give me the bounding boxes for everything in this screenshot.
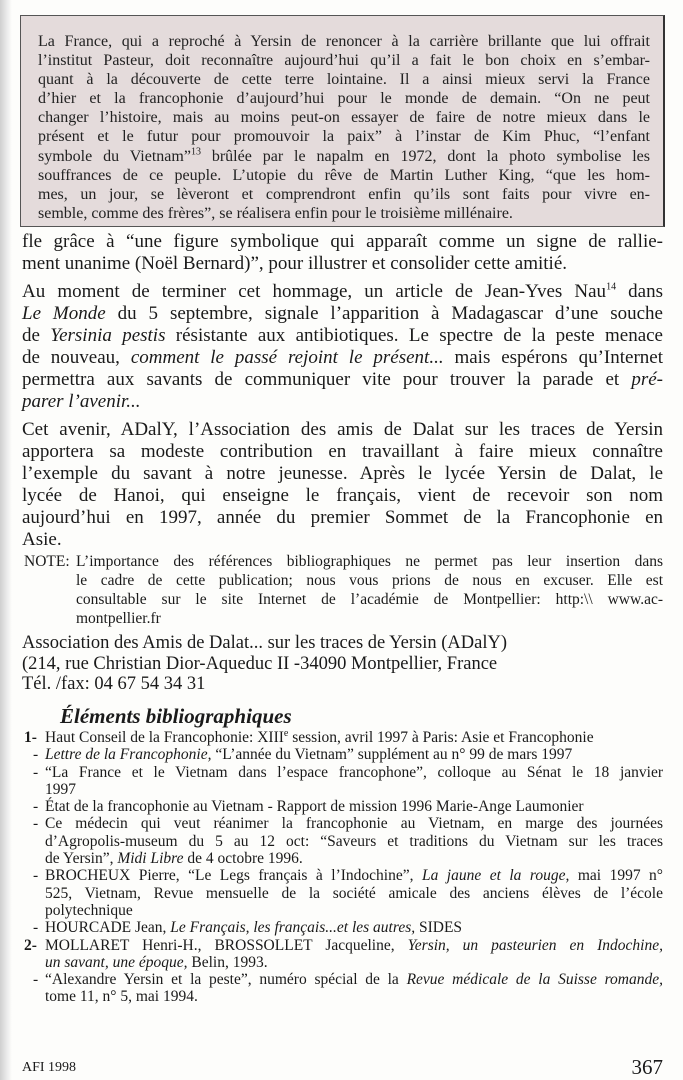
text-line <box>22 325 663 347</box>
text-segment: lycée de Hanoi, qui enseigne le français, vient de recevoir son nom <box>22 485 663 506</box>
text-line <box>38 70 650 89</box>
bibliography-entry <box>24 729 663 746</box>
text-segment: Cet avenir, ADalY, l’Association des amis de Dalat sur les traces de Yersin <box>22 419 663 440</box>
text-line <box>45 764 663 781</box>
text-segment: de <box>22 325 51 346</box>
scan-edge-shadow <box>0 0 12 1080</box>
bibliography-entry <box>24 764 663 799</box>
bibliography-entry <box>24 867 663 919</box>
text-segment: présent et le futur pour promouvoir la paix” à l’instar de Kim Phuc, “l’enfant <box>38 128 650 146</box>
entry-marker: - <box>33 746 39 764</box>
text-line <box>45 746 663 763</box>
text-line <box>22 253 663 275</box>
text-segment: État de la francophonie au Vietnam - Rapport de mission 1996 Marie-Ange Laumonier <box>45 798 584 816</box>
text-segment: de nouveau, <box>22 347 131 368</box>
text-segment: (214, rue Christian Dior-Aqueduc II -34090 Montpellier, France <box>22 653 498 674</box>
italic-text: Midi Libre <box>117 850 184 868</box>
address-block <box>22 633 582 695</box>
text-segment: changer l’histoire, mais au moins peut-on essayer de faire de notre mieux dans le <box>38 109 650 127</box>
text-line <box>22 507 663 529</box>
italic-text: Yersin, un pasteurien en Indochine, <box>407 936 663 954</box>
italic-text: parer l’avenir... <box>22 391 141 412</box>
text-line <box>45 850 663 867</box>
text-segment: consultable sur le site Internet de l’académie de Montpellier: http:\\ www.ac- <box>76 591 663 608</box>
text-segment: 525, Vietnam, Revue mensuelle de la société amicale des anciens élèves de l’école <box>45 884 663 902</box>
text-line <box>45 781 663 798</box>
text-segment: BROCHEUX Pierre, “Le Legs français à l’Indochine”, <box>45 867 422 885</box>
entry-marker: - <box>33 763 39 781</box>
footer-journal: AFI 1998 <box>22 1060 77 1075</box>
text-segment: 1997 <box>45 780 76 798</box>
text-segment: du 5 septembre, signale l’apparition à Madagascar d’une souche <box>105 303 663 324</box>
text-segment: fle grâce à “une figure symbolique qui apparaît comme un signe de rallie- <box>22 231 663 252</box>
text-segment: SIDES <box>415 919 463 937</box>
superscript: e <box>283 727 289 739</box>
text-line <box>45 902 663 919</box>
bibliography-entry <box>24 746 663 763</box>
text-line <box>22 347 663 369</box>
text-segment: HOURCADE Jean, <box>45 919 171 937</box>
italic-text: Lettre de la Francophonie, <box>45 746 212 764</box>
text-line <box>22 303 663 325</box>
text-line <box>38 51 650 70</box>
entry-text <box>45 971 663 1006</box>
text-line <box>22 441 663 463</box>
bibliography-list <box>24 729 663 1006</box>
highlighted-box <box>20 15 665 227</box>
text-segment: La France, qui a reproché à Yersin de renoncer à la carrière brillante que lui offrait <box>38 33 650 50</box>
entry-text <box>45 746 663 763</box>
text-line <box>76 609 663 628</box>
text-line <box>45 971 663 988</box>
italic-text: Le Français, les français...et les autres, <box>170 919 416 937</box>
text-line <box>22 463 663 485</box>
entry-text <box>45 729 663 746</box>
text-segment: mai 1997 n° <box>569 867 663 885</box>
text-segment: montpellier.fr <box>76 610 161 627</box>
text-line <box>45 815 663 832</box>
text-line <box>22 391 663 413</box>
text-segment: souffrances de ce peuple. L’utopie du rêve de Martin Luther King, “que les hom- <box>38 166 650 184</box>
text-segment: d’hier et la francophonie d’aujourd’hui pour le monde de demain. “On ne peut <box>38 90 650 108</box>
text-line <box>22 369 663 391</box>
box-text <box>38 32 650 223</box>
text-line <box>76 571 663 590</box>
text-segment: ment unanime (Noël Bernard)”, pour illustrer et consolider cette amitié. <box>22 253 567 274</box>
text-segment: “L’année du Vietnam” supplément au n° 99 de mars 1997 <box>211 746 573 764</box>
text-segment: d’Agropolis-museum du 5 au 12 oct: “Saveurs et traditions du Vietnam sur les traces <box>45 832 663 850</box>
superscript: 13 <box>190 146 201 158</box>
text-line <box>45 798 663 815</box>
text-line <box>38 166 650 185</box>
text-segment: aujourd’hui en 1997, année du premier Sommet de la Francophonie en <box>22 507 663 528</box>
text-segment: Tél. /fax: 04 67 54 34 31 <box>22 674 206 695</box>
paragraph <box>22 419 663 551</box>
note-label: NOTE: <box>24 553 70 570</box>
text-line <box>45 988 663 1005</box>
italic-text: un savant, une époque, <box>45 953 188 971</box>
text-segment: Asie. <box>22 529 62 550</box>
entry-text <box>45 764 663 799</box>
text-segment: tome 11, n° 5, mai 1994. <box>45 988 198 1006</box>
text-line <box>45 833 663 850</box>
entry-text <box>45 937 663 972</box>
text-line <box>22 485 663 507</box>
entry-text <box>45 798 663 815</box>
italic-text: Revue médicale de la Suisse romande, <box>406 971 663 989</box>
text-line <box>38 89 650 108</box>
paragraph <box>22 281 663 413</box>
bibliography-entry <box>24 798 663 815</box>
italic-text: Yersinia pestis <box>50 325 166 346</box>
entry-marker: - <box>33 815 39 833</box>
text-line <box>22 419 663 441</box>
entry-text <box>45 867 663 919</box>
text-line <box>38 185 650 204</box>
text-segment: semble, comme des frères”, se réalisera enfin pour le troisième millénaire. <box>38 204 513 222</box>
text-line <box>22 281 663 303</box>
entry-marker: - <box>33 798 39 816</box>
text-segment: quant à la découverte de cette terre lointaine. Il a ainsi mieux servi la France <box>38 71 650 89</box>
entry-marker: 2- <box>24 936 37 954</box>
text-segment: Ce médecin qui veut réanimer la francophonie au Vietnam, en marge des journées <box>45 815 663 833</box>
page-number: 367 <box>631 1055 663 1079</box>
text-segment: l’institut Pasteur, doit reconnaître aujourd’hui qu’il a fait le bon choix en s’embar- <box>38 52 650 70</box>
text-segment: MOLLARET Henri-H., BROSSOLLET Jacqueline, <box>45 936 408 954</box>
body-text <box>22 231 663 557</box>
text-line <box>76 552 663 571</box>
text-segment: de Yersin”, <box>45 850 118 868</box>
entry-text <box>45 919 663 936</box>
text-line <box>22 231 663 253</box>
text-line <box>22 654 582 675</box>
text-line <box>38 127 650 146</box>
bibliography-entry <box>24 919 663 936</box>
entry-marker: - <box>33 919 39 937</box>
entry-text <box>45 815 663 867</box>
text-line <box>38 108 650 127</box>
italic-text: comment le passé rejoint le présent... <box>130 347 444 368</box>
text-line <box>45 954 663 971</box>
text-segment: mais espérons qu’Internet <box>443 347 663 368</box>
bibliography-entry <box>24 815 663 867</box>
text-segment: l’exemple du savant à notre jeunesse. Après le lycée Yersin de Dalat, le <box>22 463 663 484</box>
text-segment: brûlée par le napalm en 1972, dont la photo symbolise les <box>200 147 650 165</box>
text-segment: session, avril 1997 à Paris: Asie et Francophonie <box>288 729 594 746</box>
text-segment: symbole du Vietnam” <box>38 147 191 165</box>
text-segment: mes, un jour, se lèveront et comprendront enfin qu’ils sont faits pour vivre en- <box>38 185 650 203</box>
text-line <box>45 937 663 954</box>
text-line <box>38 32 650 51</box>
text-segment: polytechnique <box>45 901 133 919</box>
text-segment: de 4 octobre 1996. <box>183 850 303 868</box>
text-line <box>76 590 663 609</box>
text-segment: Haut Conseil de la Francophonie: XIII <box>45 729 284 746</box>
text-segment: dans <box>616 281 664 302</box>
text-line <box>45 729 663 746</box>
text-line <box>38 147 650 166</box>
bibliography-entry <box>24 937 663 972</box>
bibliography-entry <box>24 971 663 1006</box>
text-line <box>45 885 663 902</box>
text-line <box>22 674 582 695</box>
note <box>24 552 663 628</box>
italic-text: La jaune et la rouge, <box>421 867 570 885</box>
text-segment: “Alexandre Yersin et la peste”, numéro spécial de la <box>45 971 407 989</box>
entry-marker: 1- <box>24 729 37 746</box>
text-line <box>22 633 582 654</box>
entry-marker: - <box>33 867 39 885</box>
text-segment: L’importance des références bibliographiques ne permet pas leur insertion dans <box>76 553 663 570</box>
text-segment: permettra aux savants de communiquer vite pour trouver la parade et <box>22 369 632 390</box>
superscript: 14 <box>606 281 617 293</box>
text-segment: résistante aux antibiotiques. Le spectre de la peste menace <box>165 325 663 346</box>
italic-text: Le Monde <box>22 303 106 324</box>
text-segment: Association des Amis de Dalat... sur les traces de Yersin (ADalY) <box>22 633 508 653</box>
bibliography-heading: Éléments bibliographiques <box>60 704 292 728</box>
text-segment: apportera sa modeste contribution en travaillant à faire mieux connaître <box>22 441 663 462</box>
text-line <box>22 529 663 551</box>
text-segment: Au moment de terminer cet hommage, un article de Jean-Yves Nau <box>22 281 607 302</box>
text-line <box>38 204 650 223</box>
text-line <box>45 867 663 884</box>
text-segment: Belin, 1993. <box>187 953 268 971</box>
text-line <box>45 919 663 936</box>
text-segment: le cadre de cette publication; nous vous prions de nous en excuser. Elle est <box>76 572 663 589</box>
italic-text: pré- <box>631 369 663 390</box>
entry-marker: - <box>33 971 39 989</box>
text-segment: “La France et le Vietnam dans l’espace francophone”, colloque au Sénat le 18 janvier <box>45 763 663 781</box>
note-text <box>76 552 663 628</box>
paragraph <box>22 231 663 275</box>
